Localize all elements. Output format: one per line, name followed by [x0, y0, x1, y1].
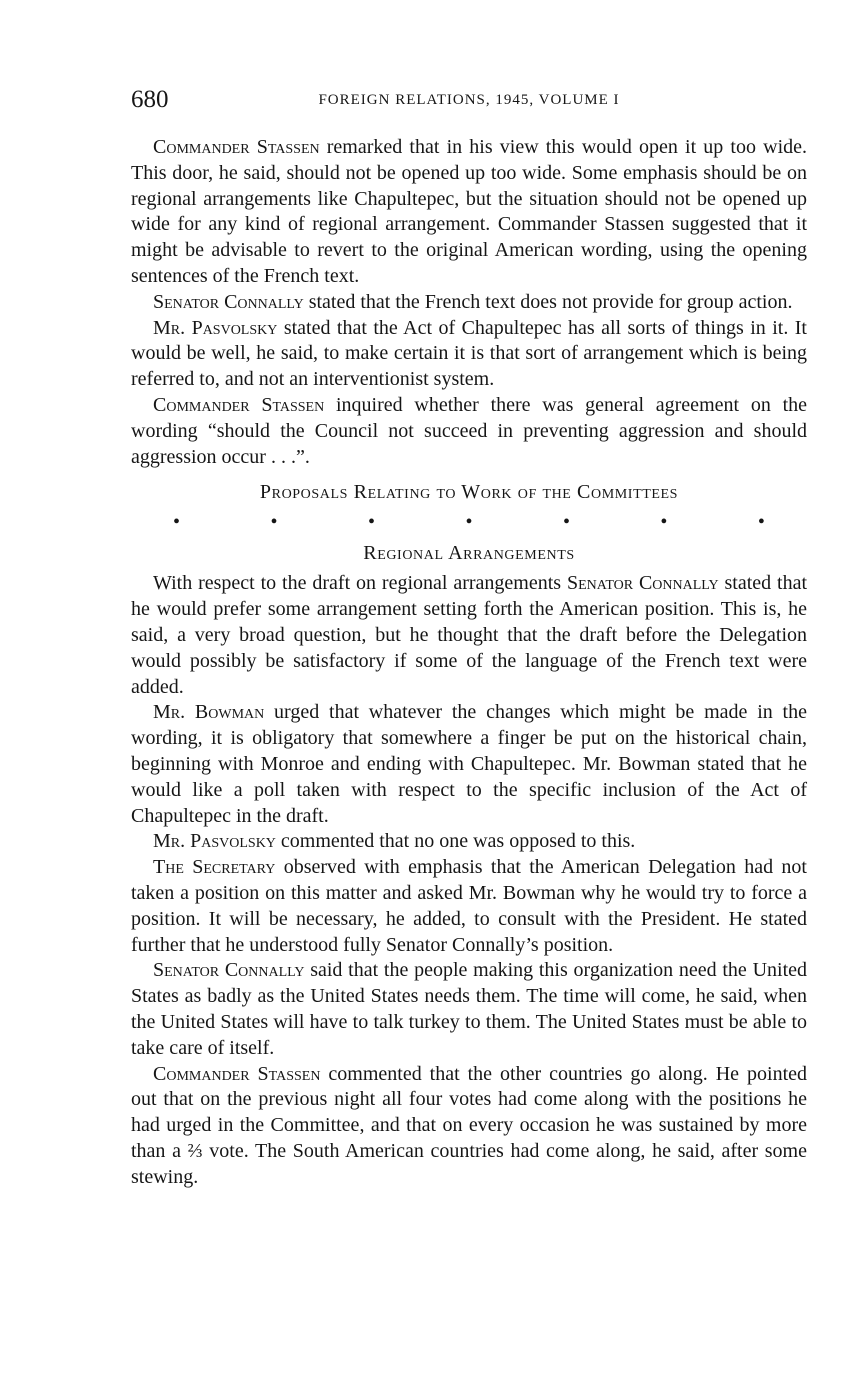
speaker-name: Mr. Pasvolsky: [153, 316, 278, 339]
paragraph: [131, 393, 807, 470]
ellipsis-dot: •: [173, 511, 181, 534]
ellipsis-dot: •: [660, 511, 668, 534]
speaker-name: Mr. Bowman: [153, 701, 265, 724]
ellipsis-dot: •: [562, 511, 570, 534]
paragraph-text: stated that the French text does not provide for group action.: [303, 290, 793, 313]
paragraph-text: stated that the Act of Chapultepec has all sorts of things in it. It would be well, he said, to make certain it is that sort of arrangement which is being referred to, and not an interventionist system.: [131, 316, 807, 391]
ellipsis-dot: •: [270, 511, 278, 534]
paragraph-text: observed with emphasis that the American Delegation had not taken a position on this matter and asked Mr. Bowman why he would try to force a position. It will be necessary, he added, to consult with the President. He stated further that he understood fully Senator Connally’s position.: [131, 856, 807, 956]
page-number: 680: [131, 86, 169, 113]
paragraph: [131, 958, 807, 1061]
page-header: [131, 86, 807, 116]
paragraph: [131, 700, 807, 829]
paragraph: [131, 290, 807, 316]
section-heading: Proposals Relating to Work of the Committees: [259, 481, 679, 504]
paragraph: [131, 571, 807, 700]
paragraph-text: inquired whether there was general agreement on the wording “should the Council not succeed in preventing aggression and should aggression occur . . .”.: [131, 393, 808, 468]
omission-ellipsis: [173, 511, 765, 534]
running-head: FOREIGN RELATIONS, 1945, VOLUME I: [318, 92, 620, 108]
paragraph-text: commented that the other countries go along. He pointed out that on the previous night all four votes had come along with the positions he had urged in the Committee, and that on every occasion he was sustained by more than a ⅔ vote. The South American countries had come along, he said, after some stewing.: [131, 1062, 808, 1188]
paragraph-text: commented that no one was opposed to this.: [275, 830, 636, 853]
paragraph-text: stated that he would prefer some arrangement setting forth the American position. This is, he said, a very broad question, but he thought that the draft before the Delegation would possibly be satisfactory if some of the language of the French text were added.: [131, 572, 808, 698]
paragraph: [131, 1062, 807, 1191]
paragraph: [131, 135, 807, 290]
speaker-name: Mr. Pasvolsky: [153, 830, 276, 853]
ellipsis-dot: •: [367, 511, 375, 534]
paragraph: [131, 316, 807, 393]
speaker-name: Senator Connally: [153, 959, 305, 982]
page-body: [131, 135, 807, 1190]
ellipsis-dot: •: [465, 511, 473, 534]
speaker-name: Commander Stassen: [153, 136, 320, 158]
speaker-name: The Secretary: [153, 856, 276, 879]
speaker-name: Senator Connally: [566, 572, 719, 595]
paragraph-text: remarked that in his view this would open it up too wide. This door, he said, should not be opened up too wide. Some emphasis should be on regional arrangements like Chapultepec, but the situation should not be opened up wide for any kind of regional arrangement. Commander Stassen suggested that it might be advisable to revert to the original American wording, using the opening sentences of the French text.: [131, 136, 808, 287]
paragraph: [131, 829, 807, 855]
paragraph: [131, 855, 807, 958]
paragraph-text: said that the people making this organization need the United States as badly as the United States needs them. The time will come, he said, when the United States will have to talk turkey to them. The United States must be able to take care of itself.: [131, 959, 807, 1059]
subsection-heading: Regional Arrangements: [363, 542, 575, 565]
speaker-name: Commander Stassen: [153, 1062, 321, 1085]
ellipsis-dot: •: [757, 511, 765, 534]
speaker-name: Senator Connally: [153, 290, 304, 313]
paragraph-lead: With respect to the draft on regional arrangements: [153, 572, 567, 595]
paragraph-text: urged that whatever the changes which might be made in the wording, it is obligatory that somewhere a finger be put on the historical chain, beginning with Monroe and ending with Chapultepec. Mr. Bowman stated that he would like a poll taken with respect to the specific inclusion of the Act of Chapultepec in the draft.: [131, 701, 807, 827]
speaker-name: Commander Stassen: [153, 393, 325, 416]
